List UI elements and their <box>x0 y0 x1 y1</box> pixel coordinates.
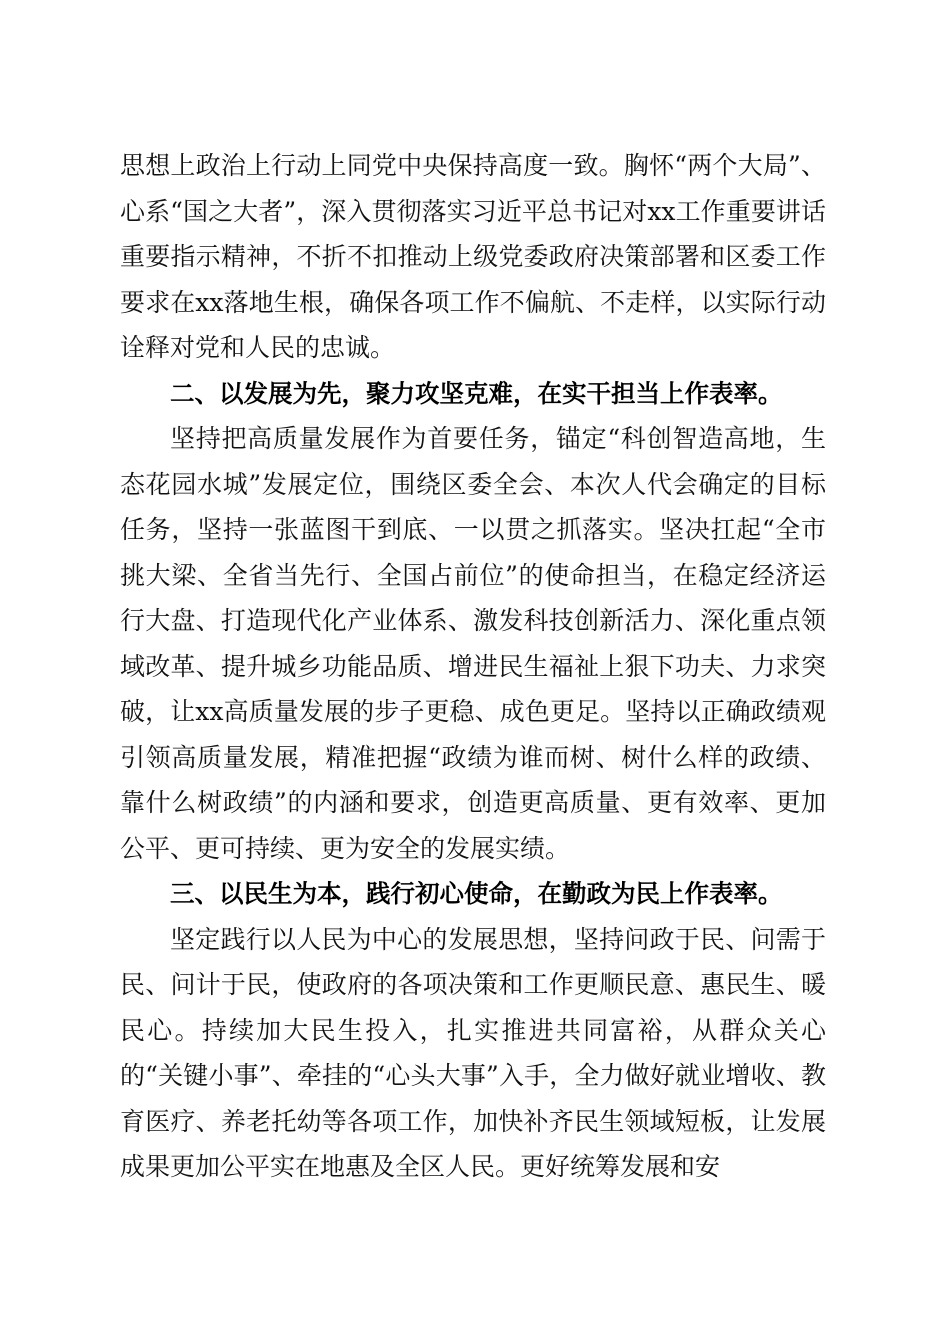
paragraph-livelihood: 坚定践行以人民为中心的发展思想，坚持问政于民、问需于民、问计于民，使政府的各项决策和工作更顺民意、惠民生、暖民心。持续加大民生投入，扎实推进共同富裕，从群众关心的“关键小事”、牵挂的“心头大事”入手，全力做好就业增收、教育医疗、养老托幼等各项工作，加快补齐民生领域短板，让发展成果更加公平实在地惠及全区人民。更好统筹发展和安 <box>120 924 826 1181</box>
section-heading-development: 二、以发展为先，聚力攻坚克难，在实干担当上作表率。 <box>170 378 783 408</box>
paragraph-development: 坚持把高质量发展作为首要任务，锚定“科创智造高地，生态花园水城”发展定位，围绕区委全会、本次人代会确定的目标任务，坚持一张蓝图干到底、一以贯之抓落实。坚决扛起“全市挑大梁、全省当先行、全国占前位”的使命担当，在稳定经济运行大盘、打造现代化产业体系、激发科技创新活力、深化重点领域改革、提升城乡功能品质、增进民生福祉上狠下功夫、力求突破，让xx高质量发展的步子更稳、成色更足。坚持以正确政绩观引领高质量发展，精准把握“政绩为谁而树、树什么样的政绩、靠什么树政绩”的内涵和要求，创造更高质量、更有效率、更加公平、更可持续、更为安全的发展实绩。 <box>120 424 826 863</box>
section-heading-livelihood: 三、以民生为本，践行初心使命，在勤政为民上作表率。 <box>170 879 783 908</box>
paragraph-loyalty-continued: 思想上政治上行动上同党中央保持高度一致。胸怀“两个大局”、心系“国之大者”，深入贯彻落实习近平总书记对xx工作重要讲话重要指示精神，不折不扣推动上级党委政府决策部署和区委工作要求在xx落地生根，确保各项工作不偏航、不走样，以实际行动诠释对党和人民的忠诚。 <box>120 151 826 362</box>
document-body <box>120 143 826 1190</box>
